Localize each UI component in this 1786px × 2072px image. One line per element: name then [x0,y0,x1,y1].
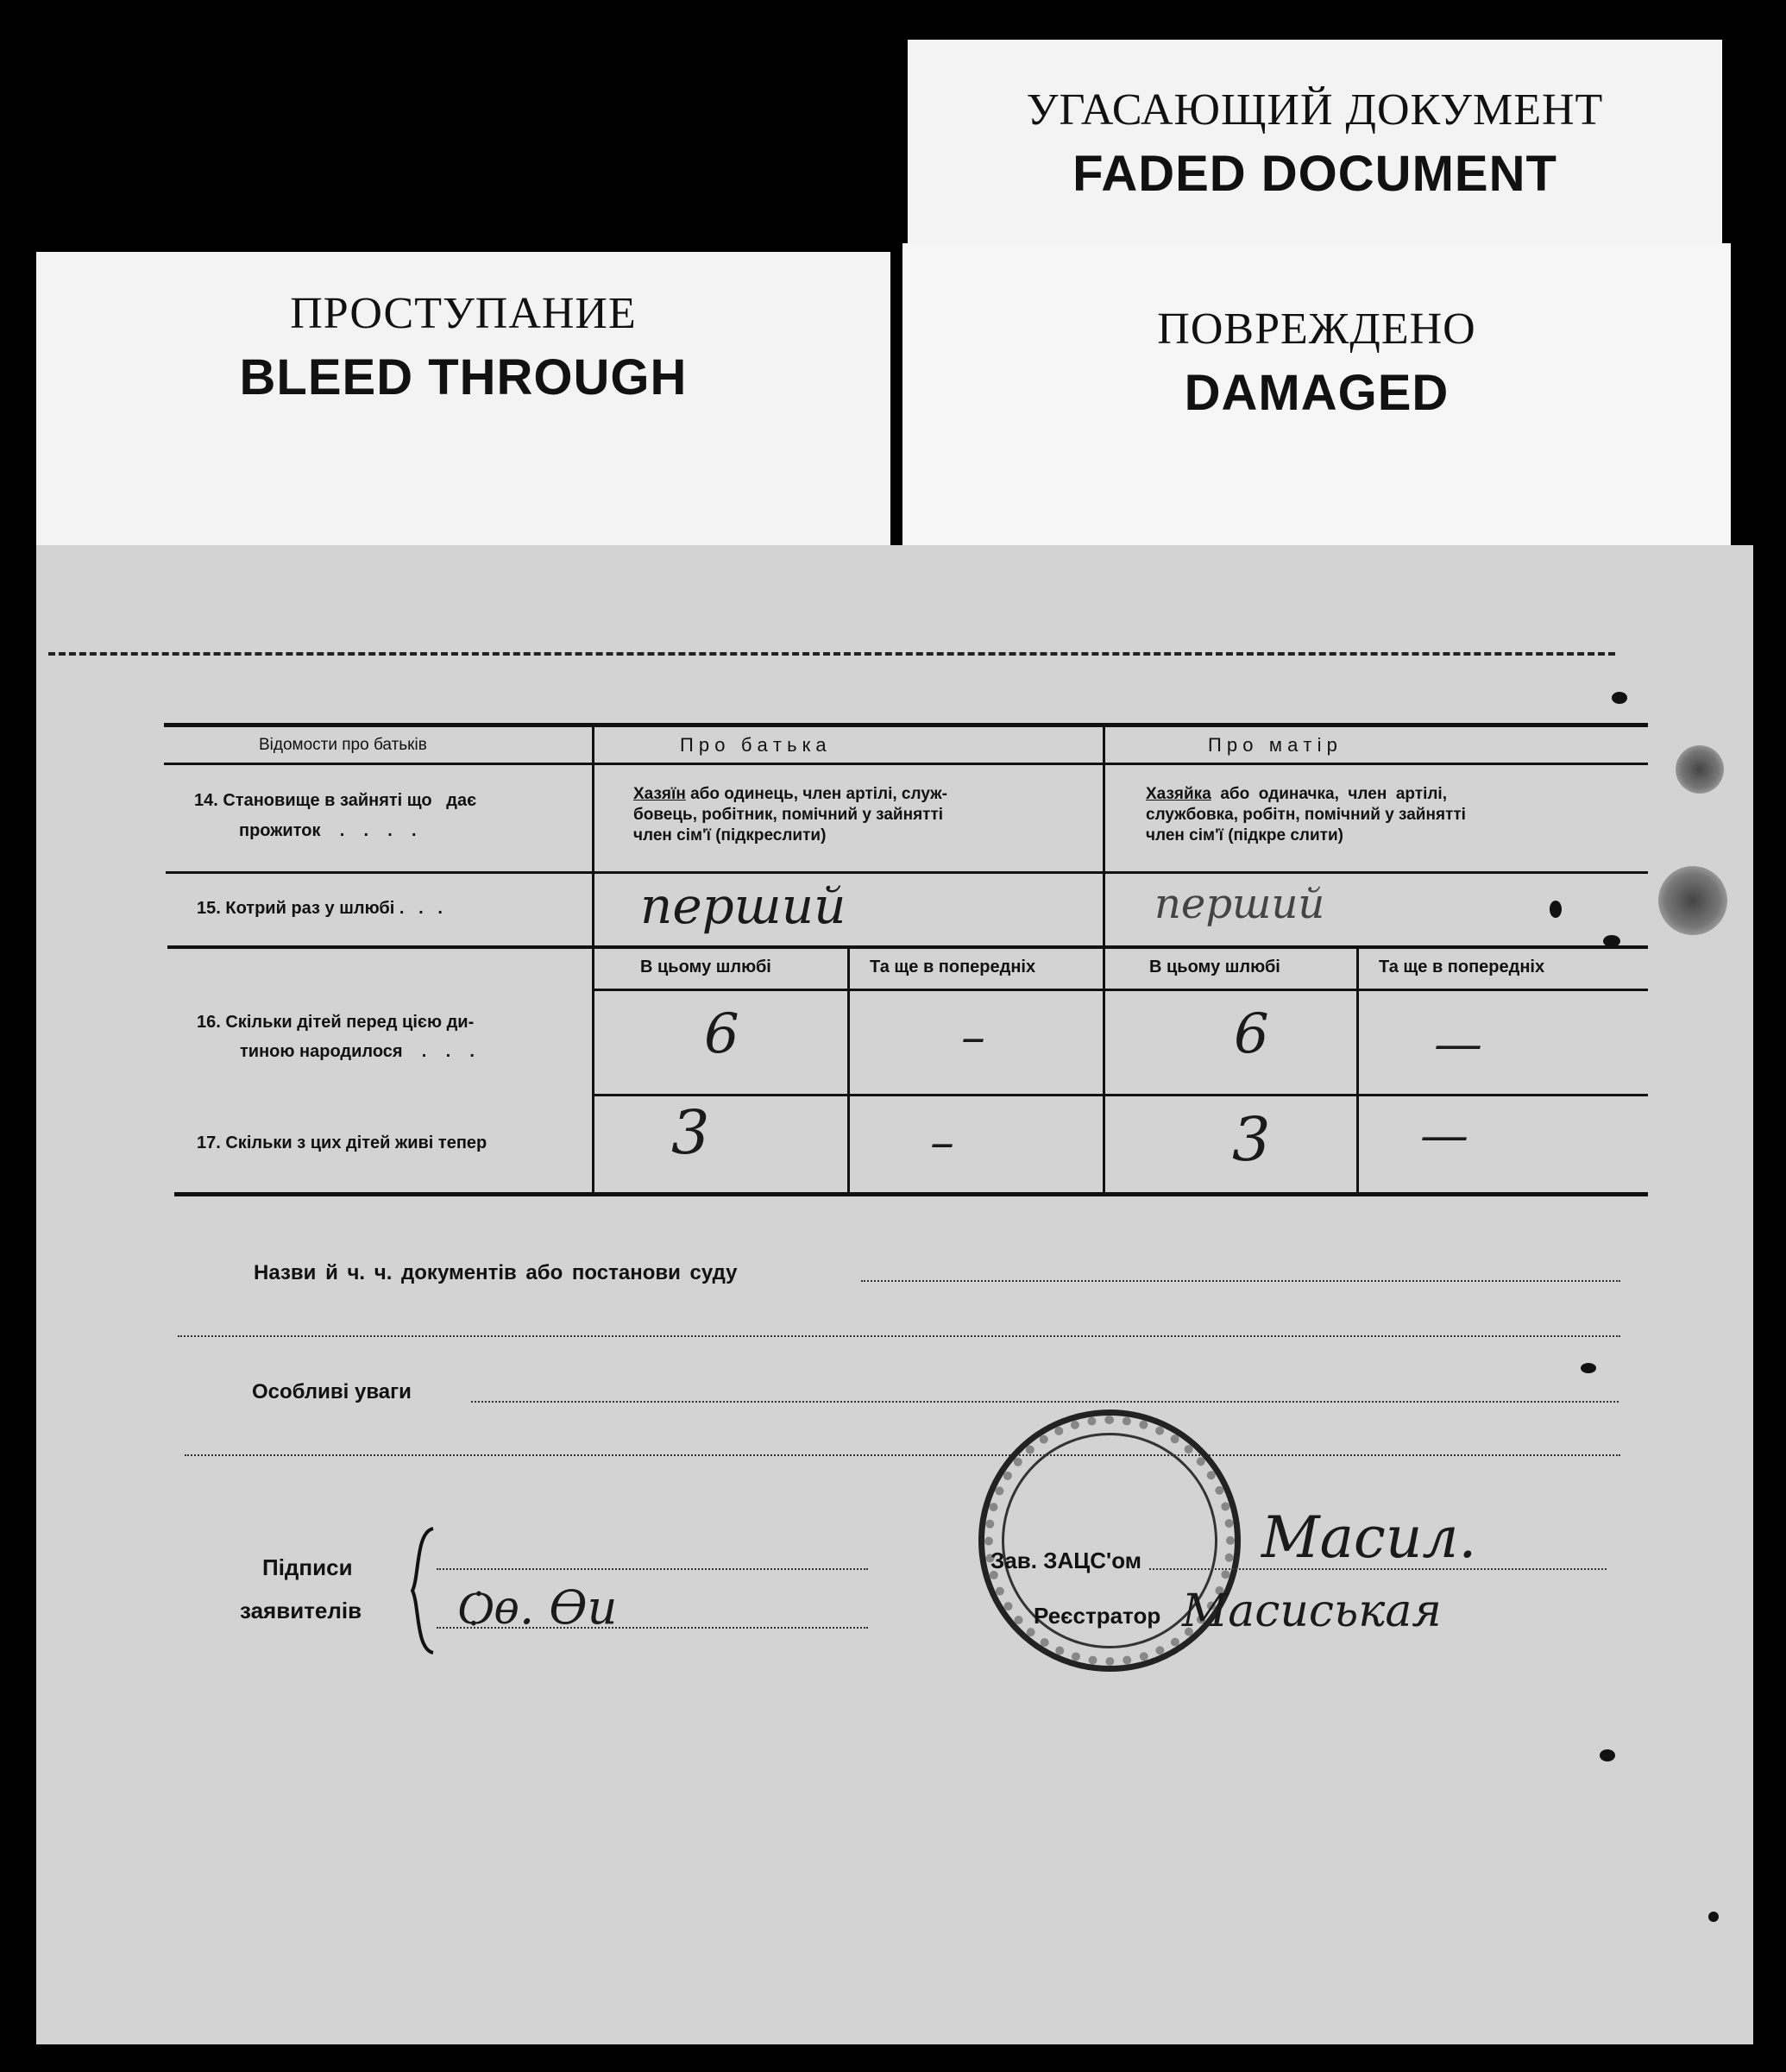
damaged-label-en: DAMAGED [1184,365,1450,421]
row15-mother-value: перший [1154,880,1325,928]
bleed-label-en: BLEED THROUGH [239,349,688,405]
table-bottom-rule [174,1192,1648,1196]
row17-father-this: 3 [671,1097,710,1168]
perforation-line [48,652,1615,656]
row14-father-line1 [633,785,947,804]
ink-spot [1600,1749,1615,1761]
faded-document-label [908,40,1722,255]
row17-label: 17. Скільки з цих дітей живі тепер [197,1133,487,1152]
row16-label-line1: 16. Скільки дітей перед цією ди- [197,1013,475,1032]
header-about-mother: П р о м а т і р [1208,734,1337,756]
remarks-label: Особливі уваги [252,1380,412,1403]
applicant-signature: Ѻѳ. Ѳи [457,1580,618,1635]
row17-mother-this: 3 [1232,1104,1271,1175]
father-option-owner: Хазяїн [633,785,686,803]
punch-hole [1658,866,1727,935]
form-page [36,545,1753,2044]
registry-head-label: Зав. ЗАЦС'ом [990,1548,1141,1573]
subheader-mother-previous: Та ще в попередніх [1379,958,1545,976]
subheader-father-previous: Та ще в попередніх [870,958,1036,976]
table-rule [592,989,1648,991]
row14-father-line3: член сім'ї (підкреслити) [633,826,827,844]
damaged-label [902,243,1731,571]
applicant-signatures-label-line1: Підписи [262,1554,353,1580]
row15-father-value: перший [640,876,846,935]
applicant-signature-line-1 [437,1568,868,1570]
row17-mother-prev: — [1420,1108,1468,1164]
ink-spot [1612,692,1627,704]
row15-label: 15. Котрий раз у шлюбі . . . [197,899,443,918]
row14-father-line2: бовець, робітник, помічний у зайнятті [633,806,944,824]
damaged-label-ru: ПОВРЕЖДЕНО [1157,305,1476,354]
row16-father-prev: – [961,1009,985,1065]
header-about-father: П р о б а т ь к а [680,734,827,756]
ink-spot [1708,1912,1719,1922]
row14-mother-line1 [1146,785,1447,804]
table-column-divider [847,947,850,1196]
father-options-text: або одинець, член артілі, служ- [685,785,947,803]
row14-mother-line3: член сім'ї (підкре слити) [1146,826,1343,844]
registry-head-signature: Масил. [1261,1504,1477,1571]
remarks-fill-line-2 [185,1454,1620,1456]
ink-spot [1581,1363,1596,1373]
table-rule [164,763,1648,765]
table-rule [166,871,1648,874]
mother-options-text: або одиначка, член артілі, [1211,785,1447,803]
row14-mother-line2: службовка, робітн, помічний у зайнятті [1146,806,1466,824]
table-column-divider [1356,947,1359,1196]
bleed-through-label [36,252,890,571]
table-rule [592,1094,1648,1096]
applicant-signatures-label-line2: заявителів [240,1598,362,1623]
faded-label-ru: УГАСАЮЩИЙ ДОКУМЕНТ [1026,85,1604,135]
faded-label-en: FADED DOCUMENT [1072,146,1557,202]
remarks-fill-line [471,1401,1619,1403]
row17-father-prev: – [930,1114,954,1171]
documents-fill-line [861,1280,1620,1282]
row16-mother-prev: — [1434,1016,1482,1072]
row16-mother-this: 6 [1234,1002,1269,1066]
header-parents-info: Відомости про батьків [259,736,427,754]
table-top-rule [164,723,1648,727]
subheader-father-this-marriage: В цьому шлюбі [640,958,771,976]
table-column-divider [592,726,594,1196]
signatures-brace [407,1525,442,1656]
mother-option-owner: Хазяйка [1146,785,1211,803]
documents-label: Назви й ч. ч. документів або постанови суду [254,1261,738,1284]
bleed-label-ru: ПРОСТУПАНИЕ [290,289,637,338]
documents-fill-line-2 [178,1335,1620,1337]
table-rule [167,945,1648,949]
punch-hole [1676,745,1724,794]
subheader-mother-this-marriage: В цьому шлюбі [1149,958,1280,976]
row14-label-line1: 14. Становище в зайняті що дає [194,791,477,810]
registrar-label: Реєстратор [1034,1603,1161,1629]
registrar-signature: Масиськая [1182,1585,1442,1637]
table-column-divider [1103,726,1105,1196]
row14-label-line2: прожиток . . . . [239,821,417,840]
ink-spot [1550,901,1562,918]
row16-father-this: 6 [704,1002,739,1066]
row16-label-line2: тиною народилося . . . [240,1042,475,1061]
